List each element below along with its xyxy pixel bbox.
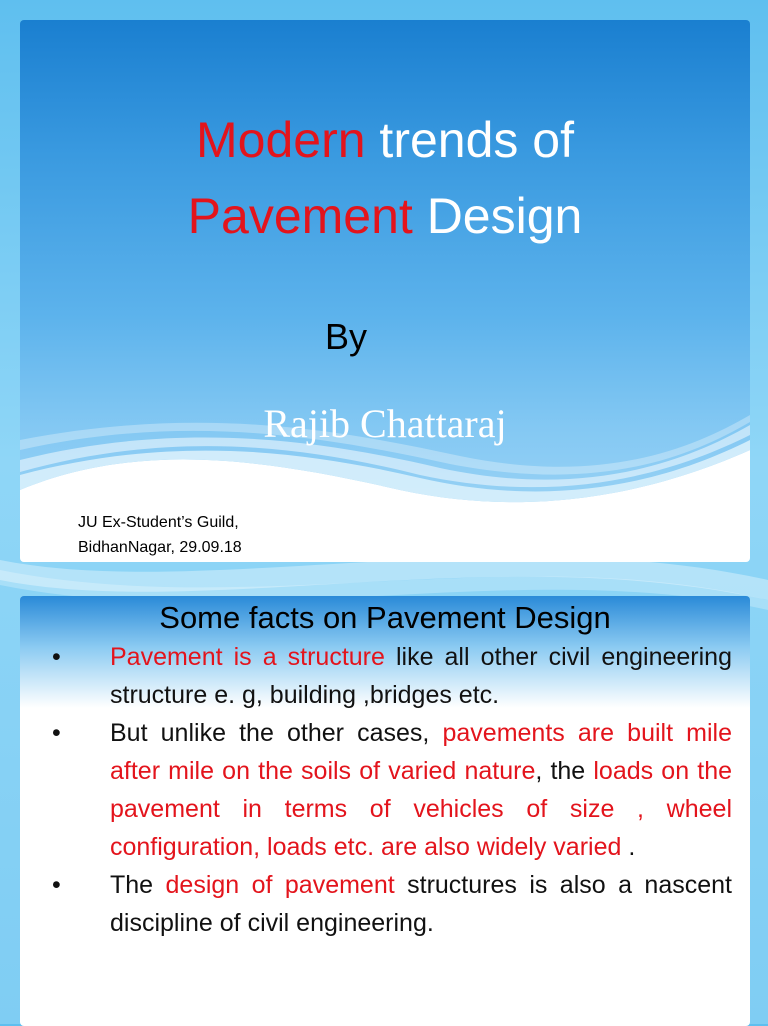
slide-title	[20, 102, 750, 254]
bullet-text: , the	[535, 757, 594, 785]
bullet-text: .	[621, 833, 636, 861]
bullet-text: The	[110, 871, 166, 899]
by-label: By	[325, 316, 368, 357]
title-text-1: trends of	[365, 112, 574, 168]
bullet-text: like all other civil engineering structure e. g, building ,bridges etc.	[110, 643, 732, 709]
bullet-highlight-text: pavements are built mile after mile on the soils of varied nature	[110, 719, 732, 785]
bullet-highlight-text: loads on the pavement in terms of vehicles of size , wheel configuration, loads etc. are also widely varied	[110, 757, 733, 861]
event-location-date: BidhanNagar, 29.09.18	[78, 539, 242, 556]
title-highlight-modern: Modern	[196, 112, 366, 168]
bullet-marker: •	[52, 719, 61, 747]
title-text-2: Design	[412, 188, 583, 244]
bullet-item	[20, 866, 732, 942]
author-name: Rajib Chattaraj	[263, 401, 507, 446]
event-organization: JU Ex-Student’s Guild,	[78, 514, 239, 531]
bullet-item	[20, 714, 732, 866]
bullet-list	[20, 638, 732, 942]
title-slide[interactable]	[20, 20, 750, 562]
title-highlight-pavement: Pavement	[187, 188, 413, 244]
bullet-marker: •	[52, 871, 61, 899]
bullet-highlight-text: design of pavement	[165, 871, 395, 899]
bullet-text: structures is also a nascent discipline of civil engineering.	[110, 871, 732, 937]
bullet-item	[20, 638, 732, 714]
bullet-marker: •	[52, 643, 61, 671]
facts-slide[interactable]	[20, 596, 750, 1026]
slide-heading: Some facts on Pavement Design	[159, 600, 611, 635]
bullet-highlight-text: Pavement is a structure	[110, 643, 385, 671]
event-info	[78, 510, 242, 560]
bullet-text: But unlike the other cases,	[110, 719, 443, 747]
